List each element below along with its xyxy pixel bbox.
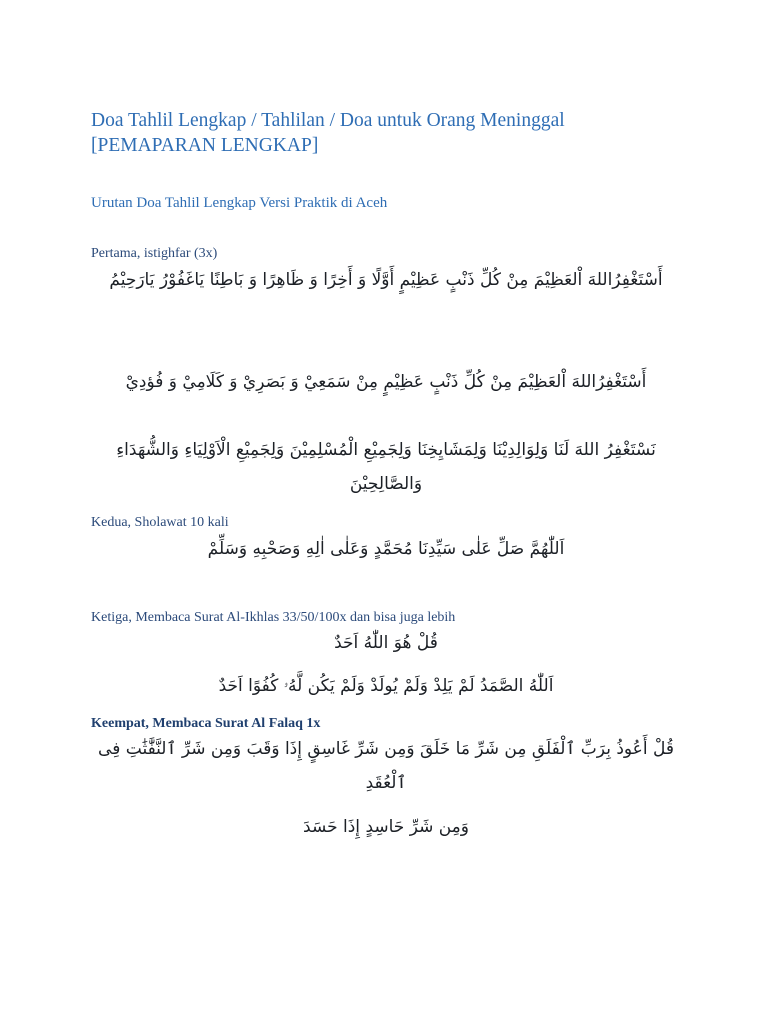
section-label-ketiga: Ketiga, Membaca Surat Al-Ikhlas 33/50/100x dan bisa juga lebih [91, 610, 456, 625]
arabic-verse-falaq-1: قُلْ أَعُوذُ بِرَبِّ ٱلْفَلَقِ مِن شَرِّ مَا خَلَقَ وَمِن شَرِّ غَاسِقٍ إِذَا وَقَبَ وَمِن شَرِّ ٱلنَّفَّٰثَٰتِ فِى ٱلْعُقَدِ [98, 739, 674, 793]
arabic-verse-istighfar-3: نَسْتَغْفِرُ اللهَ لَنَا وَلِوَالِدِيْنَا وَلِمَشَايِخِنَا وَلِجَمِيْعِ الْمُسْلِمِيْنَ وَلِجَمِيْعِ الْاَوْلِيَاءِ وَالشُّهَدَاءِ وَالصَّالِحِيْنَ [116, 440, 656, 494]
arabic-verse-falaq-2: وَمِن شَرِّ حَاسِدٍ إِذَا حَسَدَ [303, 817, 469, 837]
section-label-keempat: Keempat, Membaca Surat Al Falaq 1x [91, 716, 321, 731]
arabic-verse-ikhlas-2: اَللّٰهُ الصَّمَدُ لَمْ يَلِدْ وَلَمْ يُولَدْ وَلَمْ يَكُن لَّهُۥ كُفُوًا اَحَدٌ [218, 676, 554, 696]
section-label-pertama: Pertama, istighfar (3x) [91, 246, 218, 261]
document-subtitle: Urutan Doa Tahlil Lengkap Versi Praktik di Aceh [91, 195, 388, 211]
arabic-verse-istighfar-1: أَسْتَغْفِرُاللهَ اْلعَظِيْمَ مِنْ كُلِّ ذَنْبٍ عَظِيْمٍ أَوَّلًا وَ أَخِرًا وَ ظَاهِرًا وَ بَاطِنًا يَاغَفُوْرُ يَارَحِيْمُ [109, 270, 663, 290]
arabic-verse-ikhlas-1: قُلْ هُوَ اللّٰهُ اَحَدٌ [334, 633, 438, 653]
document-title: Doa Tahlil Lengkap / Tahlilan / Doa untuk Orang Meninggal [PEMAPARAN LENGKAP] [91, 110, 565, 156]
arabic-verse-istighfar-2: أَسْتَغْفِرُاللهَ اْلعَظِيْمَ مِنْ كُلِّ ذَنْبٍ عَظِيْمٍ مِنْ سَمَعِيْ وَ بَصَرِيْ وَ كَلَامِيْ وَ فُؤدِيْ [125, 372, 647, 392]
arabic-verse-sholawat: اَللّٰهُمَّ صَلِّ عَلٰى سَيِّدِنَا مُحَمَّدٍ وَعَلٰى اٰلِهِ وَصَحْبِهِ وَسَلِّمْ [207, 539, 565, 559]
section-label-kedua: Kedua, Sholawat 10 kali [91, 515, 229, 530]
